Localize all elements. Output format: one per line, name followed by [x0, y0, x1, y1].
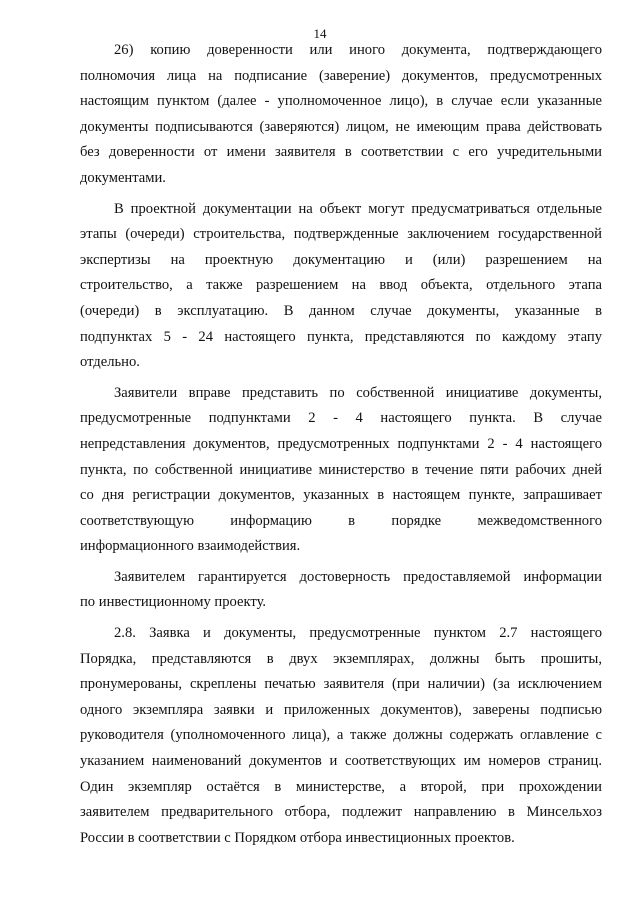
document-body: [80, 38, 602, 851]
text-line: Один экземпляр остаётся в министерстве, а второй, при прохождении: [80, 778, 602, 795]
page-number: 14: [313, 26, 327, 41]
text-line: Заявители вправе представить по собственной инициативе документы,: [114, 384, 602, 401]
text-line: по инвестиционному проекту.: [80, 594, 267, 611]
text-line: пронумерованы, скреплены печатью заявителя (при наличии) (за исключением: [80, 676, 602, 693]
text-line: этапы (очереди) строительства, подтвержденные заключением государственной: [80, 226, 602, 243]
text-line: документами.: [80, 169, 166, 186]
text-line: России в соответствии с Порядком отбора инвестиционных проектов.: [80, 829, 515, 846]
text-line: подпунктах 5 - 24 настоящего пункта, представляются по каждому этапу: [80, 328, 602, 345]
text-line: пункта, по собственной инициативе министерство в течение пяти рабочих дней: [80, 461, 602, 478]
text-line: соответствующую информацию в порядке межведомственного: [80, 512, 602, 529]
text-line: документы подписываются (заверяются) лицом, не имеющим права действовать: [80, 118, 602, 135]
paragraph-item-26: [80, 38, 602, 192]
text-line: информационного взаимодействия.: [80, 538, 301, 555]
text-line: заявителем предварительного отбора, подлежит направлению в Минсельхоз: [80, 804, 602, 821]
paragraph-stages: [80, 197, 602, 376]
text-line: 26) копию доверенности или иного документа, подтверждающего: [114, 42, 602, 58]
text-line: полномочия лица на подписание (заверение) документов, предусмотренных: [80, 67, 602, 84]
text-line: строительство, а также разрешением на ввод объекта, отдельного этапа: [80, 277, 602, 294]
text-line: Порядка, представляются в двух экземплярах, должны быть прошиты,: [80, 650, 602, 667]
text-line: руководителя (уполномоченного лица), а также должны содержать оглавление с: [80, 727, 602, 744]
text-line: указанием наименований документов и соответствующих им номеров страниц.: [80, 753, 602, 770]
paragraph-item-2-8: [80, 621, 602, 851]
text-line: экспертизы на проектную документацию и (или) разрешением на: [80, 251, 602, 268]
paragraph-guarantee: [80, 565, 602, 616]
text-line: со дня регистрации документов, указанных в настоящем пункте, запрашивает: [80, 487, 602, 504]
text-line: (очереди) в эксплуатацию. В данном случае документы, указанные в: [80, 302, 602, 319]
text-line: непредставления документов, предусмотренных подпунктами 2 - 4 настоящего: [80, 435, 602, 452]
text-line: В проектной документации на объект могут предусматриваться отдельные: [114, 200, 602, 217]
paragraph-initiative: [80, 381, 602, 560]
text-line: без доверенности от имени заявителя в соответствии с его учредительными: [80, 144, 602, 161]
text-line: настоящим пунктом (далее - уполномоченное лицо), в случае если указанные: [80, 93, 602, 110]
text-line: 2.8. Заявка и документы, предусмотренные пунктом 2.7 настоящего: [114, 625, 602, 642]
text-line: предусмотренные подпунктами 2 - 4 настоящего пункта. В случае: [80, 410, 602, 427]
text-line: Заявителем гарантируется достоверность предоставляемой информации: [114, 568, 602, 585]
text-line: отдельно.: [80, 354, 140, 371]
text-line: одного экземпляра заявки и приложенных документов), заверены подписью: [80, 701, 602, 718]
